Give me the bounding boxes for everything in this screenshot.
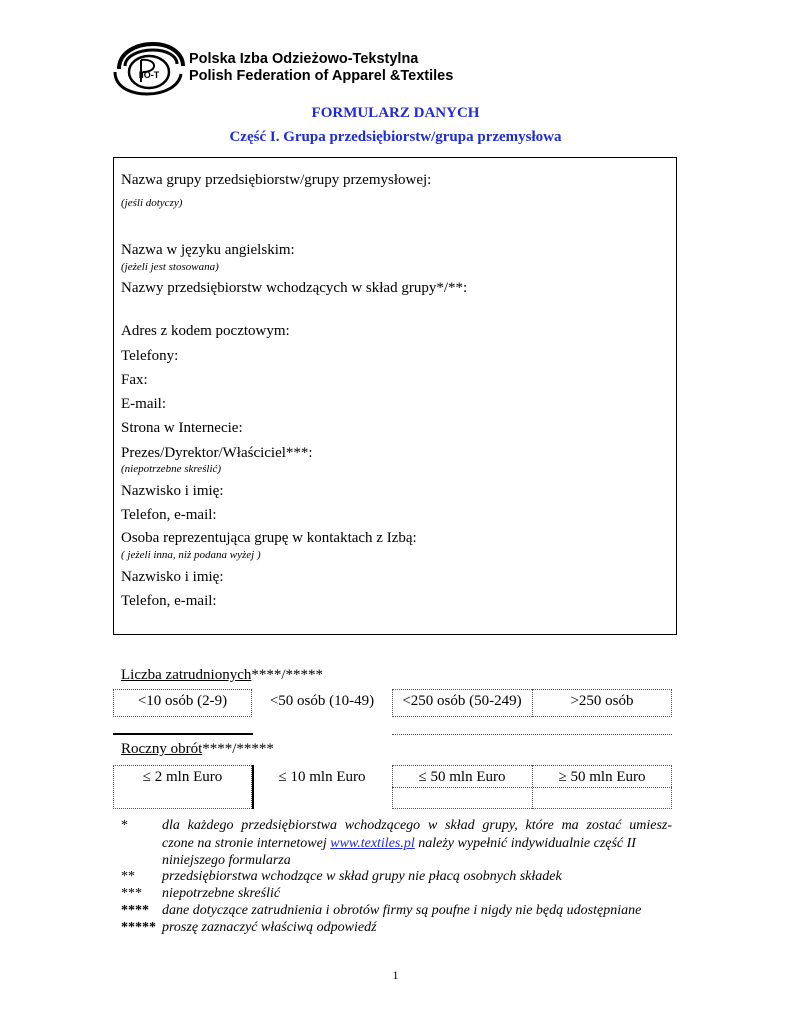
footnote-1-line-3: niniejszego formularza — [162, 853, 291, 868]
employment-option-2[interactable]: <50 osób (10-49) — [269, 693, 375, 709]
org-name-pl: Polska Izba Odzieżowo-Tekstylna — [189, 51, 419, 67]
group-name-note: (jeśli dotyczy) — [121, 197, 183, 209]
footnote-3-mark: *** — [121, 886, 142, 901]
group-data-form — [113, 157, 677, 635]
footnote-1-text-b: należy wypełnić indywidualnie część II — [414, 836, 636, 851]
turnover-label: Roczny obrót — [121, 741, 203, 757]
companies-label: Nazwy przedsiębiorstw wchodzących w skład grupy*/**: — [121, 280, 468, 296]
footnote-2-text: przedsiębiorstwa wchodzące w skład grupy nie płacą osobnych składek — [162, 869, 562, 884]
footnote-3-text: niepotrzebne skreślić — [162, 886, 281, 901]
group-name-label: Nazwa grupy przedsiębiorstw/grupy przemysłowej: — [121, 172, 432, 188]
footnote-4-text: dane dotyczące zatrudnienia i obrotów firmy są poufne i nigdy nie będą udostępniane — [162, 903, 642, 918]
textiles-link[interactable]: www.textiles.pl — [330, 836, 415, 851]
employment-marks: ****/***** — [251, 667, 324, 683]
employment-option-1[interactable]: <10 osób (2-9) — [137, 693, 228, 709]
employment-label: Liczba zatrudnionych — [121, 667, 252, 683]
footnote-4-mark: **** — [121, 903, 149, 918]
email-label: E-mail: — [121, 396, 166, 412]
phone-email-label-1: Telefon, e-mail: — [121, 507, 217, 523]
turnover-option-4[interactable]: ≥ 50 mln Euro — [558, 769, 646, 785]
ceo-label: Prezes/Dyrektor/Właściciel***: — [121, 445, 313, 461]
english-name-label: Nazwa w języku angielskim: — [121, 242, 295, 258]
footnote-1-line-1: dla każdego przedsiębiorstwa wchodzącego w skład grupy, które ma zostać umiesz- — [162, 818, 672, 833]
turnover-heading — [121, 741, 274, 758]
footnote-1-line-2 — [162, 836, 636, 852]
page-title: FORMULARZ DANYCH — [311, 105, 480, 121]
page-number: 1 — [392, 968, 399, 982]
footnote-2-mark: ** — [121, 869, 135, 884]
ceo-note: (niepotrzebne skreślić) — [121, 463, 222, 475]
representative-label: Osoba reprezentująca grupę w kontaktach z Izbą: — [121, 530, 417, 546]
page-subtitle: Część I. Grupa przedsiębiorstw/grupa przemysłowa — [229, 129, 562, 145]
phone-email-label-2: Telefon, e-mail: — [121, 593, 217, 609]
turnover-marks: ****/***** — [202, 741, 274, 757]
footnote-5-mark: ***** — [121, 920, 156, 935]
footnote-1-mark: * — [121, 818, 128, 833]
phones-label: Telefony: — [121, 348, 179, 364]
turnover-option-3[interactable]: ≤ 50 mln Euro — [418, 769, 506, 785]
english-name-note: (jeżeli jest stosowana) — [121, 261, 219, 273]
website-label: Strona w Internecie: — [121, 420, 243, 436]
separator-line-right — [392, 734, 672, 735]
logo-text: IIO-T — [138, 70, 160, 80]
name-label-2: Nazwisko i imię: — [121, 569, 224, 585]
federation-logo — [113, 42, 185, 96]
org-name-en: Polish Federation of Apparel &Textiles — [189, 68, 454, 84]
employment-heading — [121, 667, 323, 684]
employment-option-4[interactable]: >250 osób — [570, 693, 634, 709]
footnote-5-text: proszę zaznaczyć właściwą odpowiedź — [162, 920, 377, 935]
employment-option-3[interactable]: <250 osób (50-249) — [402, 693, 522, 709]
turnover-option-1[interactable]: ≤ 2 mln Euro — [142, 769, 223, 785]
footnote-1-text-a: czone na stronie internetowej — [162, 836, 331, 851]
address-label: Adres z kodem pocztowym: — [121, 323, 290, 339]
fax-label: Fax: — [121, 372, 148, 388]
separator-line-left — [113, 733, 253, 735]
name-label-1: Nazwisko i imię: — [121, 483, 224, 499]
representative-note: ( jeżeli inna, niż podana wyżej ) — [121, 549, 261, 561]
turnover-option-2[interactable]: ≤ 10 mln Euro — [278, 769, 366, 785]
